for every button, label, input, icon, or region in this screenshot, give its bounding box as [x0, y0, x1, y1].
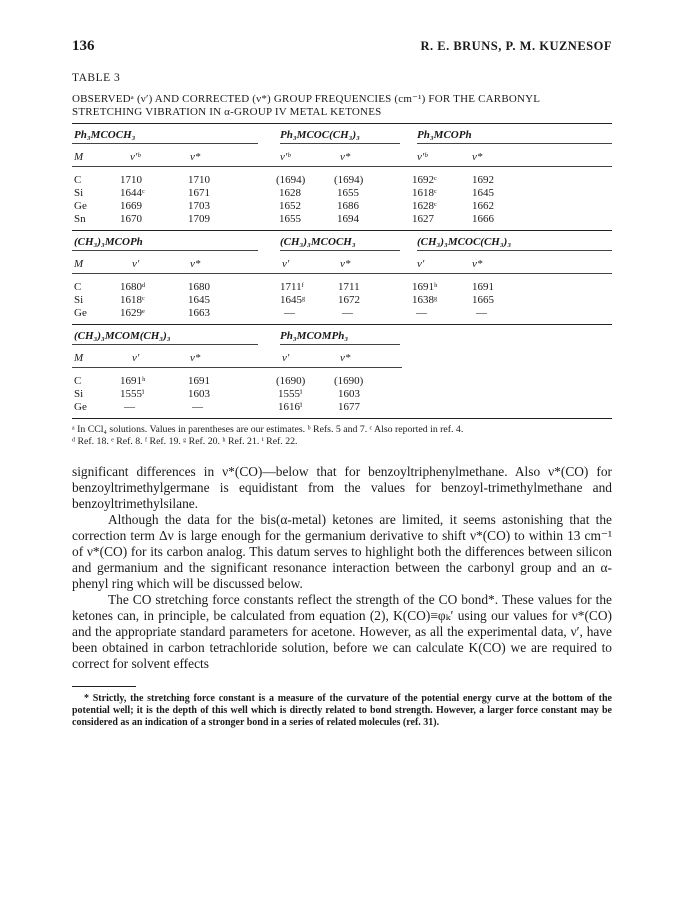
table-cell: 1692ᶜ — [412, 174, 437, 186]
table-cell: 1691ʰ — [120, 375, 146, 387]
column-header: M — [74, 352, 84, 364]
column-header: ν′ — [417, 258, 425, 270]
table-cell: 1710 — [120, 174, 142, 186]
table-cell: 1652 — [279, 200, 301, 212]
table-cell: Si — [74, 388, 84, 400]
title-rule — [417, 250, 612, 251]
table-cell: Ge — [74, 307, 87, 319]
table-cell: C — [74, 174, 82, 186]
table-cell: Sn — [74, 213, 86, 225]
title-rule — [72, 344, 258, 345]
table-cell: (1690) — [276, 375, 306, 387]
paragraph: The CO stretching force constants reflect the strength of the CO bond*. These values for the ketones can, in principle, be calculated from equation (2), K(CO)≡φₖ′ using our values for ν*(CO) and the appropriate standard parameters for acetone. However, as all the experimental data, ν′, have been obtained in carbon tetrachloride solution, before we can calculate K(CO) we are required to correct for solvent effects — [72, 592, 612, 671]
table-cell: C — [74, 281, 82, 293]
column-header-row — [72, 146, 612, 168]
paragraph: Although the data for the bis(α-metal) ketones are limited, it seems astonishing that the correction term Δν is large enough for the germanium derivative to shift ν*(CO) to within 13 cm⁻¹ of ν*(CO) for its carbon analog. This datum serves to highlight both the differences between silicon and germanium and the significant resonance interaction between the carbonyl group and an α-phenyl ring which will be discussed below. — [72, 512, 612, 591]
table-row — [72, 294, 612, 307]
column-header: ν′ — [282, 258, 290, 270]
page-footnote: * Strictly, the stretching force constant is a measure of the curvature of the potential energy curve at the bottom of the potential well; it is the depth of this well which is directly related to bond strength. However, a larger force constant may be considered as an indication of a stronger bond in a series of related molecules (ref. 31). — [72, 693, 612, 728]
block-title-row — [72, 231, 612, 253]
table-cell: Si — [74, 294, 84, 306]
table-cell: 1628 — [279, 187, 301, 199]
table-row — [72, 307, 612, 320]
footnote-line-1: ᵃ In CCl₄ solutions. Values in parentheses are our estimates. ᵇ Refs. 5 and 7. ᶜ Also reported in ref. 4. — [72, 424, 464, 435]
table-cell: 1677 — [338, 401, 360, 413]
table-cell: 1645ᵍ — [280, 294, 306, 306]
column-header: M — [74, 258, 84, 270]
column-header: ν* — [340, 258, 351, 270]
header-rule — [72, 367, 402, 368]
table-row — [72, 401, 612, 414]
compound-title: (CH₃)₃MCOM(CH₃)₃ — [74, 330, 171, 342]
table-row — [72, 174, 612, 187]
table-cell: 1638ᵍ — [412, 294, 438, 306]
table-cell: 1627 — [412, 213, 434, 225]
table-cell: 1666 — [472, 213, 494, 225]
table-cell: 1618ᶜ — [120, 294, 145, 306]
title-rule — [417, 143, 612, 144]
table-cell: 1603 — [188, 388, 210, 400]
footnote-separator — [72, 686, 136, 687]
table-cell: 1680ᵈ — [120, 281, 146, 293]
table-cell: 1711ᶠ — [280, 281, 304, 293]
table-cell: — — [416, 307, 427, 319]
column-header: ν* — [190, 352, 201, 364]
table-cell: 1555ⁱ — [278, 388, 303, 400]
table-row — [72, 281, 612, 294]
column-header: ν* — [472, 258, 483, 270]
table-block-3 — [72, 325, 612, 419]
block-title-row — [72, 325, 612, 347]
frequency-table — [72, 123, 612, 419]
column-header: ν′ᵇ — [280, 151, 291, 163]
page-header — [72, 38, 612, 60]
table-cell: 1645 — [188, 294, 210, 306]
table-cell: C — [74, 375, 82, 387]
table-cell: 1663 — [188, 307, 210, 319]
page — [72, 38, 612, 729]
table-footnotes — [72, 424, 612, 448]
table-cell: 1645 — [472, 187, 494, 199]
column-header-row — [72, 253, 612, 275]
compound-title: (CH₃)₃MCOCH₃ — [280, 236, 356, 248]
column-header: ν′ — [132, 258, 140, 270]
table-cell: 1692 — [472, 174, 494, 186]
table-row — [72, 375, 612, 388]
table-cell: 1628ᶜ — [412, 200, 437, 212]
column-header-row — [72, 347, 612, 369]
table-block-1 — [72, 124, 612, 231]
header-rule — [72, 273, 612, 274]
table-cell: 1680 — [188, 281, 210, 293]
table-cell: Ge — [74, 401, 87, 413]
table-cell: 1655 — [337, 187, 359, 199]
table-cell: 1618ᶜ — [412, 187, 437, 199]
table-cell: — — [124, 401, 135, 413]
table-cell: — — [284, 307, 295, 319]
table-caption — [72, 93, 612, 119]
paragraph: significant differences in ν*(CO)—below that for benzoyltriphenylmethane. Also ν*(CO) for benzoyltrimethylgermane is equidistant from the values for benzoyl-trimethylmethane and benzoyltrimethylsilane. — [72, 464, 612, 511]
table-cell: (1694) — [276, 174, 306, 186]
table-cell: 1655 — [279, 213, 301, 225]
column-header: ν′ᵇ — [417, 151, 428, 163]
column-header: ν* — [340, 352, 351, 364]
title-rule — [280, 250, 400, 251]
table-cell: 1669 — [120, 200, 142, 212]
page-number: 136 — [72, 38, 95, 54]
compound-title: (CH₃)₃MCOPh — [74, 236, 143, 248]
compound-title: Ph₃MCOMPh₃ — [280, 330, 349, 342]
compound-title: Ph₃MCOPh — [417, 129, 472, 141]
compound-title: Ph₃MCOCH₃ — [74, 129, 136, 141]
table-cell: 1691 — [472, 281, 494, 293]
table-cell: 1616ⁱ — [278, 401, 303, 413]
table-block-2 — [72, 231, 612, 325]
column-header: ν′ᵇ — [130, 151, 141, 163]
table-cell: 1662 — [472, 200, 494, 212]
table-row — [72, 200, 612, 213]
block-title-row — [72, 124, 612, 146]
running-head: R. E. BRUNS, P. M. KUZNESOF — [420, 39, 612, 53]
title-rule — [72, 143, 258, 144]
caption-line-1: OBSERVEDᵃ (ν′) AND CORRECTED (ν*) GROUP FREQUENCIES (cm⁻¹) FOR THE CARBONYL — [72, 93, 541, 105]
table-cell: 1686 — [337, 200, 359, 212]
column-header: ν′ — [132, 352, 140, 364]
compound-title: Ph₃MCOC(CH₃)₃ — [280, 129, 360, 141]
column-header: M — [74, 151, 84, 163]
title-rule — [72, 250, 258, 251]
table-cell: 1711 — [338, 281, 360, 293]
table-cell: 1603 — [338, 388, 360, 400]
caption-line-2: STRETCHING VIBRATION IN α-GROUP IV METAL KETONES — [72, 106, 382, 118]
compound-title: (CH₃)₃MCOC(CH₃)₃ — [417, 236, 512, 248]
table-cell: 1672 — [338, 294, 360, 306]
column-header: ν* — [472, 151, 483, 163]
table-cell: (1694) — [334, 174, 364, 186]
table-cell: 1703 — [188, 200, 210, 212]
title-rule — [280, 143, 400, 144]
table-cell: 1670 — [120, 213, 142, 225]
body-text — [72, 464, 612, 672]
table-label: TABLE 3 — [72, 72, 121, 84]
table-row — [72, 213, 612, 226]
table-cell: 1644ᶜ — [120, 187, 145, 199]
table-cell: 1671 — [188, 187, 210, 199]
footnote-line-2: ᵈ Ref. 18. ᵉ Ref. 8. ᶠ Ref. 19. ᵍ Ref. 20. ʰ Ref. 21. ⁱ Ref. 22. — [72, 436, 298, 447]
table-cell: 1691 — [188, 375, 210, 387]
table-row — [72, 187, 612, 200]
table-row — [72, 388, 612, 401]
table-cell: — — [476, 307, 487, 319]
column-header: ν* — [340, 151, 351, 163]
table-cell: (1690) — [334, 375, 364, 387]
table-cell: 1694 — [337, 213, 359, 225]
table-cell: 1709 — [188, 213, 210, 225]
table-cell: Si — [74, 187, 84, 199]
header-rule — [72, 166, 612, 167]
table-cell: — — [342, 307, 353, 319]
table-cell: 1629ᵉ — [120, 307, 145, 319]
table-cell: 1665 — [472, 294, 494, 306]
title-rule — [280, 344, 400, 345]
table-cell: — — [192, 401, 203, 413]
table-cell: 1555ⁱ — [120, 388, 145, 400]
column-header: ν* — [190, 151, 201, 163]
table-cell: Ge — [74, 200, 87, 212]
column-header: ν* — [190, 258, 201, 270]
table-cell: 1691ʰ — [412, 281, 438, 293]
column-header: ν′ — [282, 352, 290, 364]
table-cell: 1710 — [188, 174, 210, 186]
